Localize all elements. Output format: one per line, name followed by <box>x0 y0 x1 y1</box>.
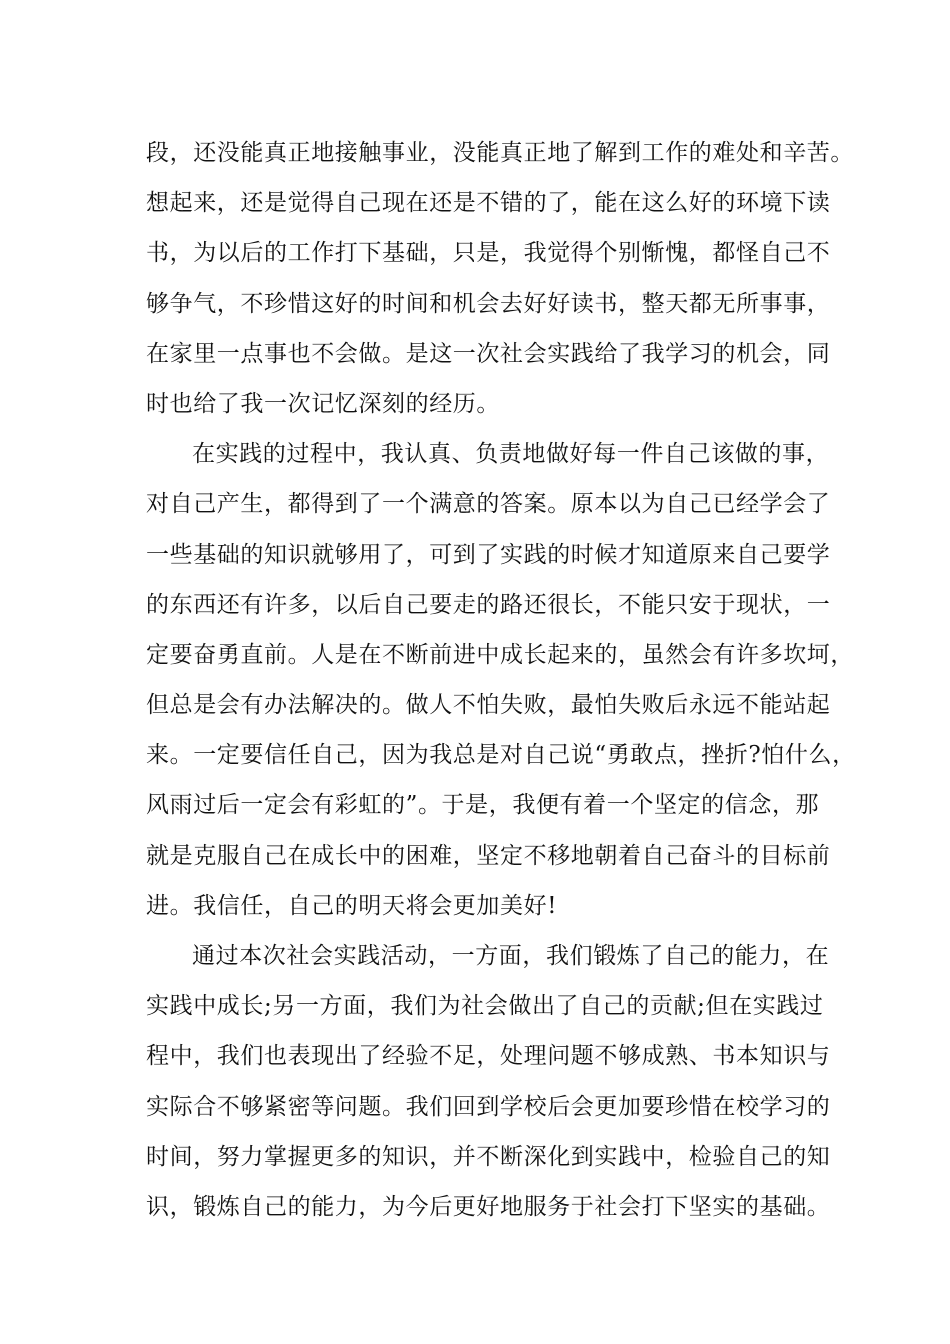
text-line: 定要奋勇直前。人是在不断前进中成长起来的，虽然会有许多坎坷， <box>146 641 854 668</box>
paragraph-3 <box>146 931 846 1232</box>
text-line: 在实践的过程中，我认真、负责地做好每一件自己该做的事， <box>192 441 830 468</box>
text-line: 书，为以后的工作打下基础，只是，我觉得个别惭愧，都怪自己不 <box>146 240 831 267</box>
text-line: 时间，努力掌握更多的知识，并不断深化到实践中，检验自己的知 <box>146 1143 831 1170</box>
text-line: 来。一定要信任自己，因为我总是对自己说“勇敢点，挫折?怕什么， <box>146 742 856 769</box>
document-body <box>146 128 856 1232</box>
text-line: 段，还没能真正地接触事业，没能真正地了解到工作的难处和辛苦。 <box>146 140 854 166</box>
text-line: 一些基础的知识就够用了，可到了实践的时候才知道原来自己要学 <box>146 541 831 568</box>
text-line: 就是克服自己在成长中的困难，坚定不移地朝着自己奋斗的目标前 <box>146 842 831 869</box>
text-line: 风雨过后一定会有彩虹的”。于是，我便有着一个坚定的信念，那 <box>146 792 820 819</box>
text-line: 实际合不够紧密等问题。我们回到学校后会更加要珍惜在校学习的 <box>146 1093 831 1120</box>
text-line: 对自己产生，都得到了一个满意的答案。原本以为自己已经学会了 <box>146 491 831 518</box>
text-line: 在家里一点事也不会做。是这一次社会实践给了我学习的机会，同 <box>146 340 831 367</box>
paragraph-1 <box>146 128 854 429</box>
text-line: 通过本次社会实践活动，一方面，我们锻炼了自己的能力，在 <box>192 943 830 969</box>
text-line: 够争气，不珍惜这好的时间和机会去好好读书，整天都无所事事， <box>146 290 831 317</box>
text-line: 程中，我们也表现出了经验不足，处理问题不够成熟、书本知识与 <box>146 1043 831 1070</box>
text-line: 的东西还有许多，以后自己要走的路还很长，不能只安于现状，一 <box>146 591 831 618</box>
text-line: 进。我信任，自己的明天将会更加美好! <box>146 892 558 919</box>
text-line: 识，锻炼自己的能力，为今后更好地服务于社会打下坚实的基础。 <box>146 1193 831 1220</box>
text-line: 但总是会有办法解决的。做人不怕失败，最怕失败后永远不能站起 <box>146 692 831 719</box>
text-line: 时也给了我一次记忆深刻的经历。 <box>146 390 500 417</box>
paragraph-2 <box>146 429 856 931</box>
text-line: 想起来，还是觉得自己现在还是不错的了，能在这么好的环境下读 <box>146 190 831 217</box>
text-line: 实践中成长;另一方面，我们为社会做出了自己的贡献;但在实践过 <box>146 993 824 1020</box>
